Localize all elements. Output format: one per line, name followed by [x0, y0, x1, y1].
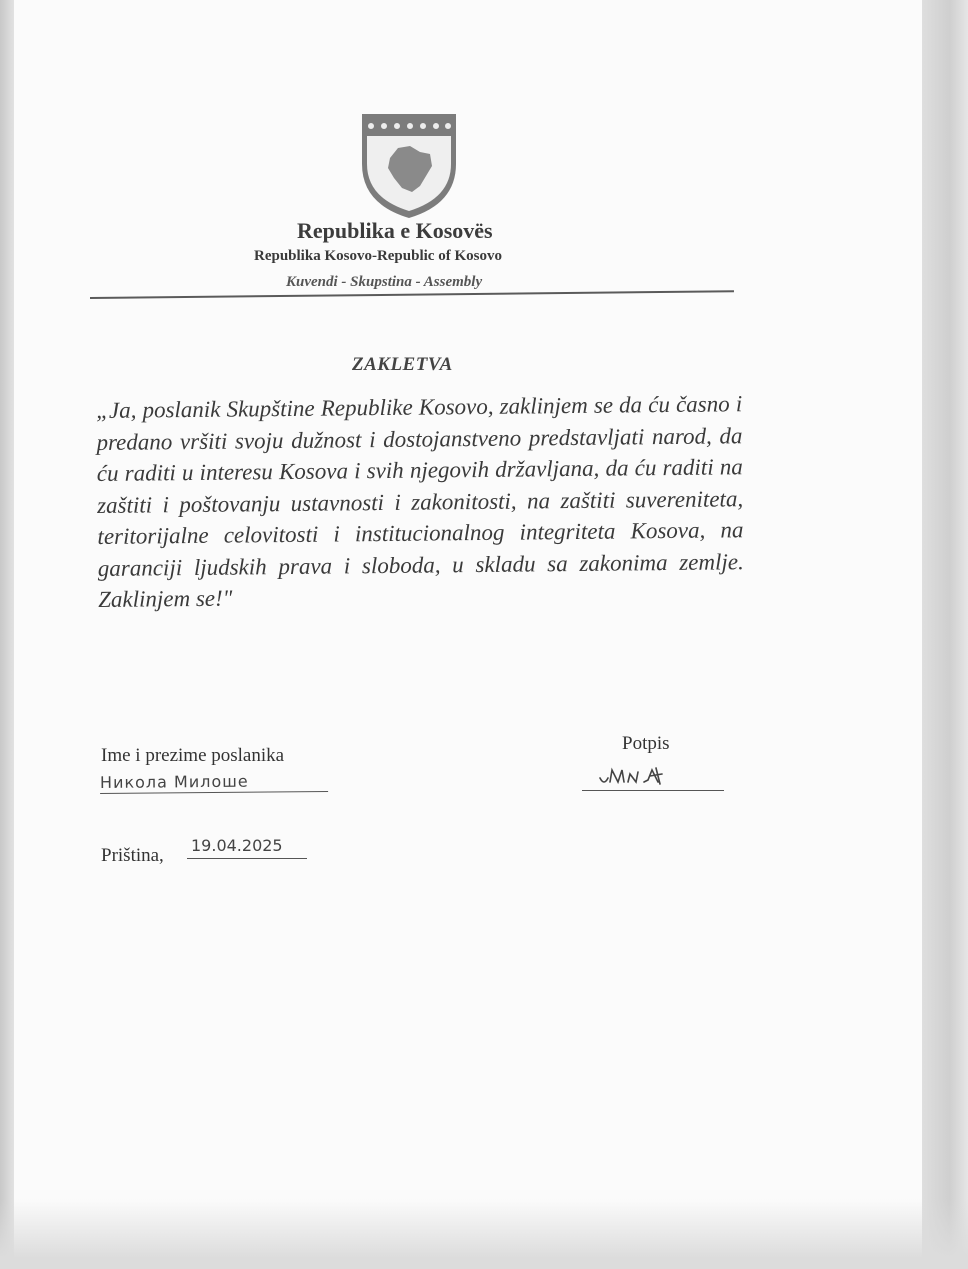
page-right-edge — [922, 0, 968, 1269]
name-label: Ime i prezime poslanika — [101, 745, 285, 766]
kosovo-coat-of-arms-icon — [358, 112, 460, 220]
handwritten-signature — [596, 760, 706, 790]
bottom-shadow — [0, 1199, 968, 1269]
oath-text: „Ja, poslanik Skupštine Republike Kosovo, zaklinjem se da ću časno i predano vršiti svoju dužnost i dostojanstveno predstavljati narod, da ću raditi u interesu Kosova i svih njegovih državljana, da ću raditi na zaštiti i poštovanju ustavnosti i zakonitosti, na zaštiti suvereniteta, teritorijalne celovitosti i institucionalnog integriteta Kosova, na garanciji ljudskih prava i sloboda, u skladu sa zakonima zemlje. Zaklinjem se!" — [96, 391, 744, 612]
signature-field — [582, 760, 724, 791]
assembly-name: Kuvendi - Skupstina - Assembly — [286, 274, 483, 290]
place-label: Priština, — [101, 845, 164, 866]
date-field: 19.04.2025 — [187, 836, 307, 859]
document-title: ZAKLETVA — [352, 354, 453, 375]
country-name-subtitle: Republika Kosovo-Republic of Kosovo — [254, 248, 502, 264]
signature-label: Potpis — [622, 733, 670, 754]
document-page — [14, 0, 922, 1269]
name-field: Никола Милоше — [100, 771, 328, 794]
page-left-edge — [0, 0, 14, 1269]
